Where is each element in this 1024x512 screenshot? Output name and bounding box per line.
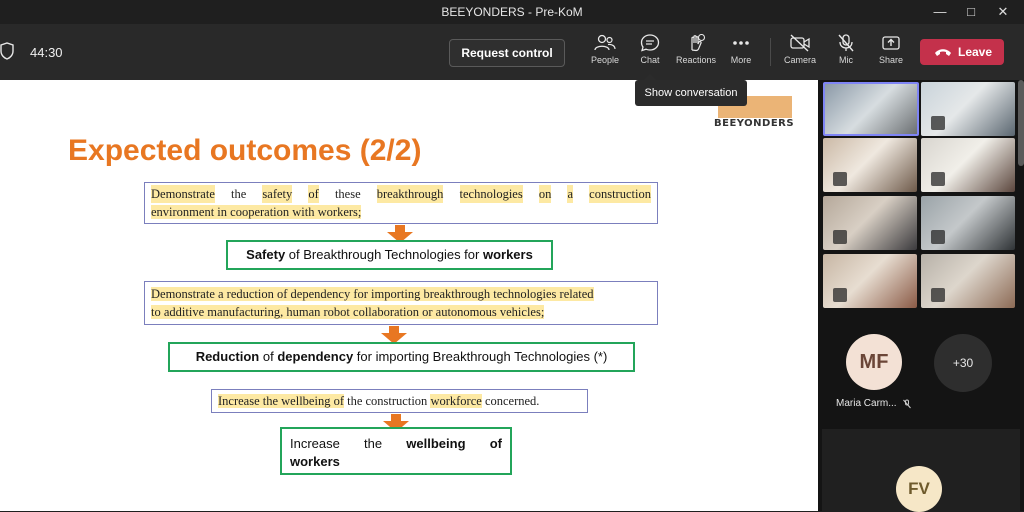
chat-button[interactable] (628, 34, 672, 74)
more-button[interactable] (719, 34, 763, 74)
avatar-mf[interactable]: MF (846, 334, 902, 390)
logo-text: BEEYONDERS (714, 118, 795, 129)
objective-box-2 (144, 281, 658, 325)
avatar-fv[interactable]: FV (896, 466, 942, 512)
mic-off-icon (833, 288, 847, 302)
share-icon (881, 34, 901, 52)
participants-panel (818, 80, 1024, 511)
people-label: People (590, 55, 620, 65)
meeting-timer: 44:30 (30, 45, 63, 60)
more-icon (731, 34, 751, 52)
window-title: BEEYONDERS - Pre-KoM (441, 5, 583, 19)
shield-icon (0, 42, 14, 60)
people-icon (594, 34, 616, 52)
camera-label: Camera (783, 55, 816, 65)
mic-off-icon (931, 116, 945, 130)
objective-1-word: a (567, 187, 574, 201)
more-participants-button[interactable]: +30 (934, 334, 992, 392)
maximize-icon[interactable]: □ (967, 4, 975, 19)
participant-video[interactable] (823, 254, 917, 308)
leave-button[interactable] (920, 39, 1004, 65)
show-conversation-tooltip: Show conversation (635, 80, 747, 106)
participant-video[interactable] (921, 138, 1015, 192)
mic-off-icon (931, 288, 945, 302)
outcome-2-text: of (259, 349, 278, 364)
outcome-3-bold: wellbeing (406, 436, 466, 451)
reactions-button[interactable] (674, 34, 718, 74)
objective-1-word: Demonstrate (151, 187, 215, 201)
share-label: Share (878, 55, 904, 65)
chat-label: Chat (640, 55, 660, 65)
outcome-2-text: for importing Breakthrough Technologies (*) (353, 349, 608, 364)
outcome-box-3 (280, 427, 512, 475)
toolbar-divider (770, 38, 771, 66)
objective-1-line2: environment in cooperation with workers; (151, 205, 362, 219)
objective-3-text: concerned. (481, 394, 540, 408)
share-button[interactable] (869, 34, 913, 74)
request-control-button[interactable]: Request control (449, 39, 565, 67)
participant-video-active[interactable] (823, 82, 919, 136)
hang-up-icon (934, 47, 952, 57)
mic-off-icon (836, 34, 856, 52)
camera-off-icon (789, 34, 811, 52)
objective-2-line1: Demonstrate a reduction of dependency for importing breakthrough technologies related (151, 287, 594, 301)
participant-video[interactable] (921, 254, 1015, 308)
participant-video[interactable] (921, 196, 1015, 250)
objective-1-word: of (308, 187, 319, 201)
mic-label: Mic (839, 55, 853, 65)
outcome-1-bold: Safety (246, 247, 286, 262)
people-button[interactable] (583, 34, 627, 74)
gallery-scrollbar[interactable] (1018, 80, 1024, 166)
objective-1-word: these (334, 187, 361, 201)
outcome-1-bold: workers (482, 247, 533, 262)
objective-1-word: breakthrough (376, 187, 444, 201)
outcome-3-word: the (364, 436, 383, 451)
outcome-1-text: of Breakthrough Technologies for (285, 247, 483, 262)
objective-3-highlight: workforce (430, 394, 482, 408)
mic-off-icon (931, 230, 945, 244)
reactions-label: Reactions (675, 55, 717, 65)
slide-heading: Expected outcomes (2/2) (68, 134, 422, 167)
objective-1-word: the (231, 187, 247, 201)
objective-box-3 (211, 389, 588, 413)
outcome-2-bold: dependency (277, 349, 354, 364)
objective-3-text: the construction (343, 394, 431, 408)
outcome-3-word: Increase (290, 436, 340, 451)
mic-off-icon (902, 398, 912, 410)
participant-name: Maria Carm... (836, 398, 897, 409)
outcome-3-bold: of (489, 436, 502, 451)
title-bar (0, 0, 1024, 24)
mic-off-icon (931, 172, 945, 186)
participant-video[interactable] (921, 82, 1015, 136)
mic-button[interactable] (824, 34, 868, 74)
reactions-icon (686, 34, 706, 52)
outcome-box-1 (226, 240, 553, 270)
mic-off-icon (833, 230, 847, 244)
shared-slide (0, 80, 818, 511)
camera-button[interactable] (778, 34, 822, 74)
leave-label: Leave (958, 45, 993, 59)
objective-3-highlight: Increase the wellbeing of (218, 394, 344, 408)
outcome-3-bold: workers (290, 454, 340, 469)
outcome-2-bold: Reduction (195, 349, 260, 364)
meeting-toolbar (0, 24, 1024, 80)
objective-1-word: safety (262, 187, 293, 201)
outcome-box-2 (168, 342, 635, 372)
participant-video[interactable] (823, 138, 917, 192)
close-icon[interactable]: ✕ (997, 4, 1009, 19)
objective-box-1 (144, 182, 658, 224)
objective-2-line2: to additive manufacturing, human robot collaboration or autonomous vehicles; (151, 305, 545, 319)
more-label: More (730, 55, 752, 65)
minimize-icon[interactable]: — (933, 4, 947, 19)
mic-off-icon (833, 172, 847, 186)
chat-icon (640, 34, 660, 52)
objective-1-word: technologies (459, 187, 523, 201)
participant-video[interactable] (823, 196, 917, 250)
objective-1-word: on (538, 187, 552, 201)
objective-1-word: construction (589, 187, 651, 201)
